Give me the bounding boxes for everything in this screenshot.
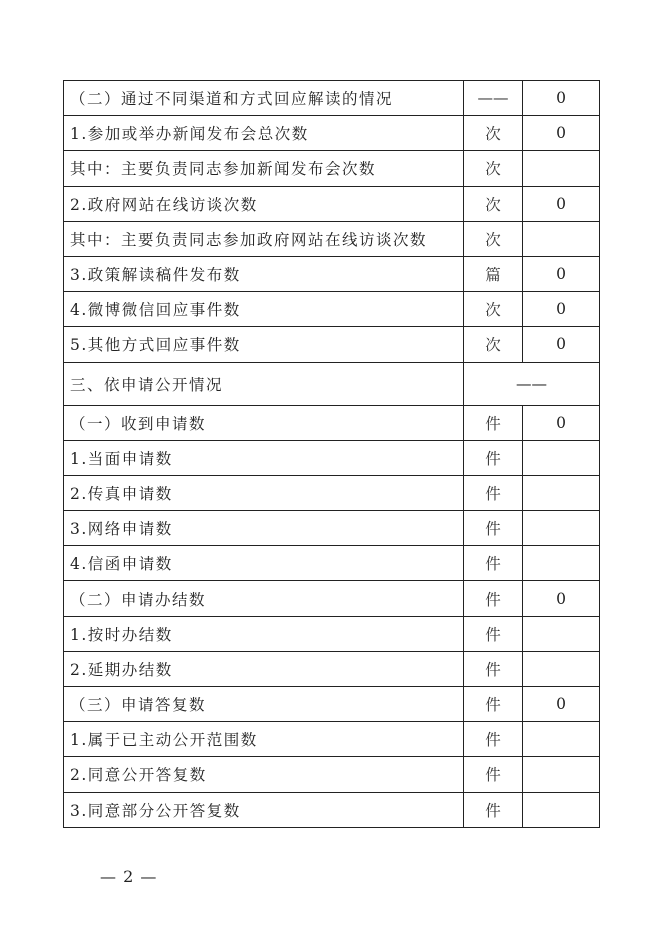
value-cell xyxy=(523,546,600,581)
unit-cell: 件 xyxy=(464,405,523,440)
value-cell: 0 xyxy=(523,327,600,362)
merged-unit-value-cell: —— xyxy=(464,362,600,405)
unit-cell: 件 xyxy=(464,792,523,827)
table-row xyxy=(64,292,600,327)
table-row xyxy=(64,546,600,581)
item-cell: 1.当面申请数 xyxy=(64,440,464,475)
item-cell: 3.同意部分公开答复数 xyxy=(64,792,464,827)
table-row xyxy=(64,256,600,291)
value-cell: 0 xyxy=(523,292,600,327)
item-cell: 其中：主要负责同志参加政府网站在线访谈次数 xyxy=(64,221,464,256)
table-row xyxy=(64,722,600,757)
statistics-table xyxy=(63,80,600,828)
unit-cell: 次 xyxy=(464,221,523,256)
item-cell: 4.微博微信回应事件数 xyxy=(64,292,464,327)
item-cell: （二）通过不同渠道和方式回应解读的情况 xyxy=(64,81,464,116)
value-cell xyxy=(523,475,600,510)
table-row xyxy=(64,186,600,221)
value-cell xyxy=(523,511,600,546)
table-row xyxy=(64,511,600,546)
unit-cell: 件 xyxy=(464,511,523,546)
unit-cell: 次 xyxy=(464,327,523,362)
unit-cell: 件 xyxy=(464,651,523,686)
table-row xyxy=(64,151,600,186)
value-cell: 0 xyxy=(523,186,600,221)
unit-cell: 件 xyxy=(464,475,523,510)
value-cell: 0 xyxy=(523,256,600,291)
item-cell: 2.政府网站在线访谈次数 xyxy=(64,186,464,221)
table-row xyxy=(64,405,600,440)
unit-cell: 件 xyxy=(464,687,523,722)
unit-cell: 次 xyxy=(464,116,523,151)
item-cell: （二）申请办结数 xyxy=(64,581,464,616)
unit-cell: 次 xyxy=(464,151,523,186)
table-row xyxy=(64,221,600,256)
unit-cell: 件 xyxy=(464,757,523,792)
section-header-row xyxy=(64,362,600,405)
table-row xyxy=(64,475,600,510)
value-cell xyxy=(523,722,600,757)
item-cell: 2.传真申请数 xyxy=(64,475,464,510)
table-row xyxy=(64,81,600,116)
table-row xyxy=(64,440,600,475)
table-row xyxy=(64,616,600,651)
item-cell: 2.延期办结数 xyxy=(64,651,464,686)
item-cell: 3.网络申请数 xyxy=(64,511,464,546)
value-cell: 0 xyxy=(523,81,600,116)
value-cell xyxy=(523,651,600,686)
value-cell: 0 xyxy=(523,116,600,151)
unit-cell: 篇 xyxy=(464,256,523,291)
unit-cell: 件 xyxy=(464,581,523,616)
item-cell: （三）申请答复数 xyxy=(64,687,464,722)
item-cell: 3.政策解读稿件发布数 xyxy=(64,256,464,291)
table-row xyxy=(64,327,600,362)
value-cell xyxy=(523,792,600,827)
item-cell: 5.其他方式回应事件数 xyxy=(64,327,464,362)
unit-cell: 次 xyxy=(464,186,523,221)
item-cell: （一）收到申请数 xyxy=(64,405,464,440)
table-row xyxy=(64,651,600,686)
unit-cell: 件 xyxy=(464,616,523,651)
value-cell xyxy=(523,616,600,651)
item-cell: 2.同意公开答复数 xyxy=(64,757,464,792)
item-cell: 1.参加或举办新闻发布会总次数 xyxy=(64,116,464,151)
value-cell: 0 xyxy=(523,405,600,440)
table-row xyxy=(64,757,600,792)
table-row xyxy=(64,116,600,151)
unit-cell: 件 xyxy=(464,546,523,581)
item-cell: 4.信函申请数 xyxy=(64,546,464,581)
item-cell: 1.按时办结数 xyxy=(64,616,464,651)
unit-cell: —— xyxy=(464,81,523,116)
table-row xyxy=(64,792,600,827)
table-row xyxy=(64,687,600,722)
value-cell xyxy=(523,151,600,186)
value-cell xyxy=(523,757,600,792)
value-cell: 0 xyxy=(523,581,600,616)
value-cell xyxy=(523,221,600,256)
value-cell xyxy=(523,440,600,475)
value-cell: 0 xyxy=(523,687,600,722)
unit-cell: 次 xyxy=(464,292,523,327)
section-title-cell: 三、依申请公开情况 xyxy=(64,362,464,405)
item-cell: 1.属于已主动公开范围数 xyxy=(64,722,464,757)
page-number: — 2 — xyxy=(100,867,158,886)
item-cell: 其中：主要负责同志参加新闻发布会次数 xyxy=(64,151,464,186)
unit-cell: 件 xyxy=(464,440,523,475)
unit-cell: 件 xyxy=(464,722,523,757)
table-row xyxy=(64,581,600,616)
